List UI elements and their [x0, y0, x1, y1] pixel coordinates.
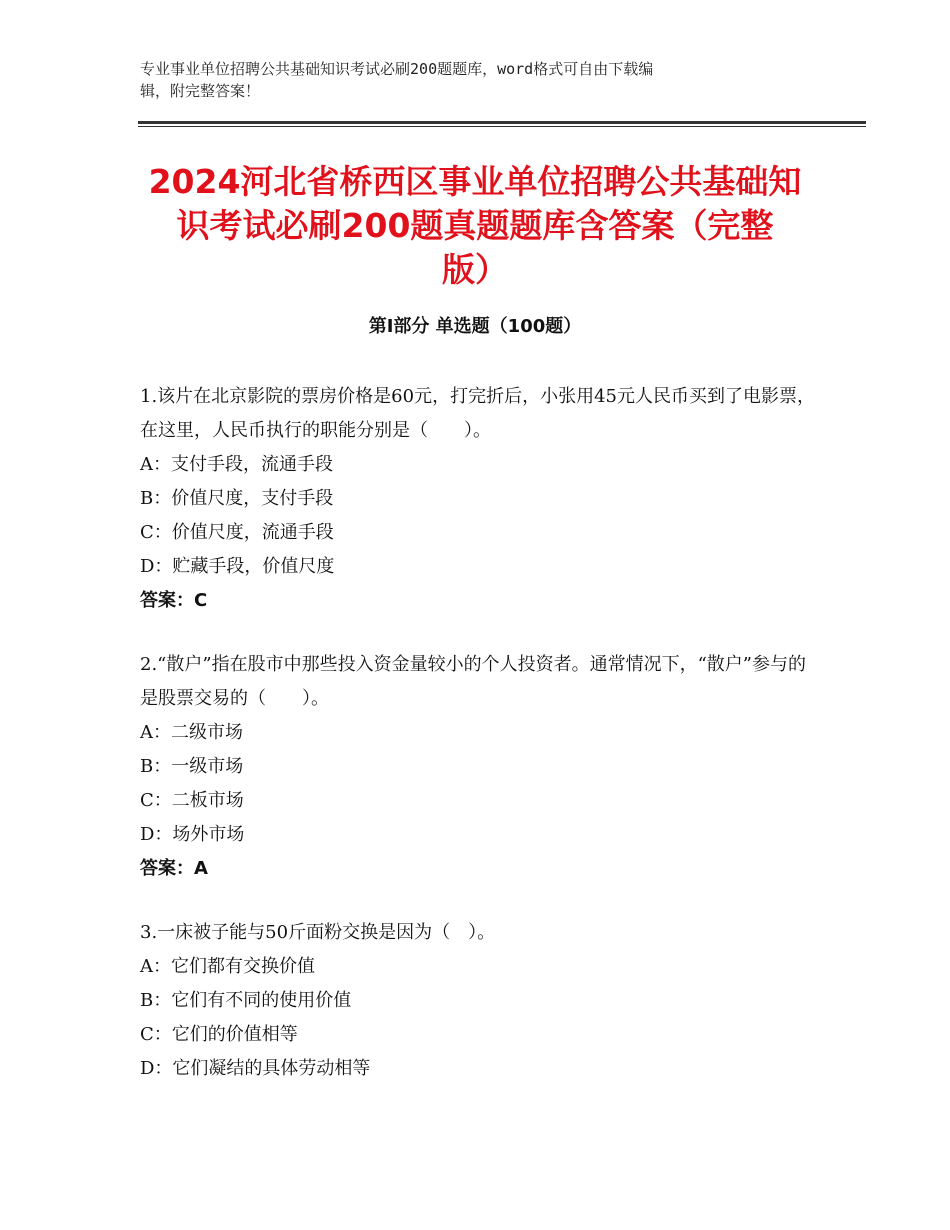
answer: 答案：C: [140, 590, 208, 611]
header-note-line-2: 辑，附完整答案！: [140, 82, 261, 100]
option-c: C：它们的价值相等: [140, 1024, 298, 1045]
question-stem: 1.该片在北京影院的票房价格是60元，打完折后，小张用45元人民币买到了电影票，在这里，人民币执行的职能分别是（ ）。: [140, 386, 815, 441]
header-divider-thick: [138, 121, 866, 124]
question-1: [140, 380, 820, 618]
option-c: C：二板市场: [140, 790, 244, 811]
option-c: C：价值尺度，流通手段: [140, 522, 334, 543]
section-title: 第Ⅰ部分 单选题（100题）: [368, 316, 582, 337]
document-title-line-1: 2024河北省桥西区事业单位招聘公共基础知: [148, 162, 802, 201]
question-3: [140, 916, 820, 1086]
header-divider-thin: [138, 126, 866, 127]
option-b: B：一级市场: [140, 756, 244, 777]
option-b: B：它们有不同的使用价值: [140, 990, 352, 1011]
question-2: [140, 648, 820, 886]
question-stem: 3.一床被子能与50斤面粉交换是因为（ ）。: [140, 922, 496, 943]
header-note: [140, 58, 800, 102]
question-list: [140, 380, 820, 1116]
document-title-line-2: 识考试必刷200题真题题库含答案（完整: [176, 206, 774, 245]
option-d: D：贮藏手段，价值尺度: [140, 556, 335, 577]
answer: 答案：A: [140, 858, 208, 879]
question-stem: 2.“散户”指在股市中那些投入资金量较小的个人投资者。通常情况下，“散户”参与的是股票交易的（ ）。: [140, 654, 806, 709]
header-note-line-1: 专业事业单位招聘公共基础知识考试必刷200题题库，word格式可自由下载编: [140, 60, 654, 78]
option-d: D：它们凝结的具体劳动相等: [140, 1058, 371, 1079]
option-a: A：它们都有交换价值: [140, 956, 315, 977]
option-a: A：二级市场: [140, 722, 243, 743]
option-a: A：支付手段，流通手段: [140, 454, 333, 475]
option-d: D：场外市场: [140, 824, 245, 845]
option-b: B：价值尺度，支付手段: [140, 488, 334, 509]
document-title-line-3: 版）: [442, 250, 508, 289]
document-title: [140, 160, 810, 292]
